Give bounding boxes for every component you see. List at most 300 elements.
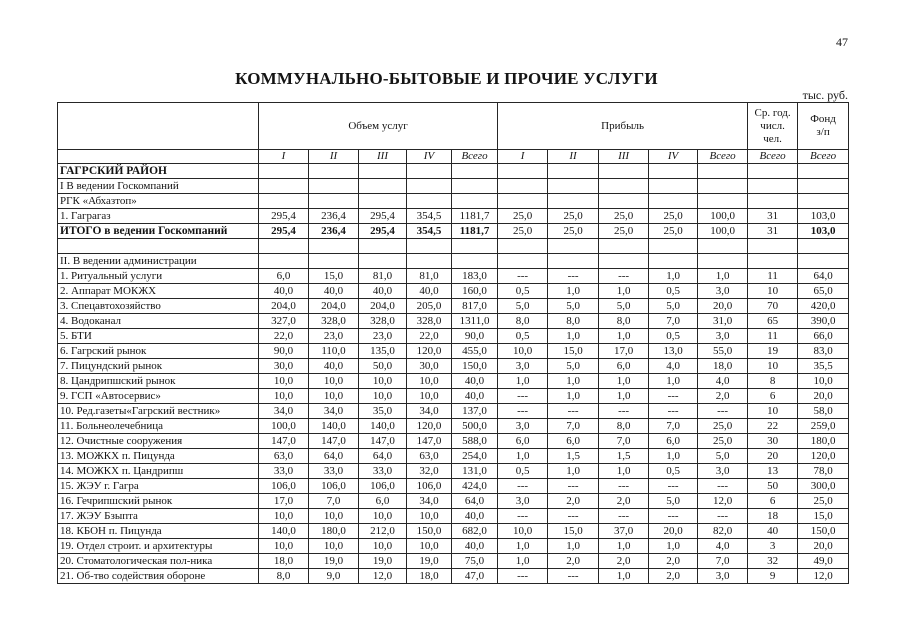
table-cell: 8,0 bbox=[259, 569, 309, 584]
table-cell: 137,0 bbox=[452, 404, 498, 419]
table-cell: 40 bbox=[748, 524, 798, 539]
table-cell bbox=[359, 179, 407, 194]
table-cell: 3,0 bbox=[498, 359, 548, 374]
table-cell: 135,0 bbox=[359, 344, 407, 359]
table-cell: 10,0 bbox=[359, 539, 407, 554]
table-cell: 25,0 bbox=[498, 209, 548, 224]
table-cell: 420,0 bbox=[798, 299, 849, 314]
table-cell: 1,0 bbox=[649, 539, 698, 554]
row-label: 11. Больнеолечебница bbox=[58, 419, 259, 434]
table-cell: 328,0 bbox=[359, 314, 407, 329]
table-cell bbox=[498, 254, 548, 269]
table-body bbox=[58, 164, 849, 584]
table-cell: 1,0 bbox=[498, 449, 548, 464]
table-row bbox=[58, 254, 849, 269]
table-cell: 205,0 bbox=[407, 299, 452, 314]
table-cell bbox=[309, 164, 359, 179]
table-cell: 50,0 bbox=[359, 359, 407, 374]
table-cell bbox=[748, 239, 798, 254]
table-cell bbox=[798, 239, 849, 254]
table-cell: 40,0 bbox=[359, 284, 407, 299]
table-row bbox=[58, 569, 849, 584]
table-cell: 35,5 bbox=[798, 359, 849, 374]
table-cell: 10,0 bbox=[359, 389, 407, 404]
table-cell: 106,0 bbox=[259, 479, 309, 494]
table-cell: 106,0 bbox=[309, 479, 359, 494]
row-label: 20. Стоматологическая пол-ника bbox=[58, 554, 259, 569]
table-cell: --- bbox=[698, 479, 748, 494]
table-cell: 40,0 bbox=[452, 374, 498, 389]
table-cell: 7,0 bbox=[309, 494, 359, 509]
subheader-cell: IV bbox=[407, 150, 452, 164]
table-cell bbox=[748, 179, 798, 194]
subheader-cell: III bbox=[599, 150, 649, 164]
table-row bbox=[58, 524, 849, 539]
table-cell: 455,0 bbox=[452, 344, 498, 359]
table-row bbox=[58, 299, 849, 314]
table-cell: 15,0 bbox=[309, 269, 359, 284]
table-cell: 1,0 bbox=[599, 569, 649, 584]
table-cell bbox=[649, 239, 698, 254]
table-cell: 22,0 bbox=[407, 329, 452, 344]
table-cell: 63,0 bbox=[259, 449, 309, 464]
subheader-cell: Всего bbox=[798, 150, 849, 164]
table-cell: --- bbox=[599, 404, 649, 419]
table-cell bbox=[452, 179, 498, 194]
table-cell: 6,0 bbox=[548, 434, 599, 449]
table-cell: 100,0 bbox=[698, 209, 748, 224]
table-cell: 13 bbox=[748, 464, 798, 479]
table-cell: --- bbox=[498, 389, 548, 404]
table-cell: 34,0 bbox=[407, 494, 452, 509]
row-label: 1. Ритуальный услуги bbox=[58, 269, 259, 284]
table-cell: 75,0 bbox=[452, 554, 498, 569]
table-cell: 23,0 bbox=[359, 329, 407, 344]
table-cell: 682,0 bbox=[452, 524, 498, 539]
row-label: 14. МОЖКХ п. Цандрипш bbox=[58, 464, 259, 479]
table-cell: 25,0 bbox=[698, 419, 748, 434]
table-cell: --- bbox=[599, 479, 649, 494]
label-column-header bbox=[58, 103, 259, 150]
table-cell: 180,0 bbox=[798, 434, 849, 449]
table-cell bbox=[798, 254, 849, 269]
row-label: РГК «Абхазтоп» bbox=[58, 194, 259, 209]
table-cell: --- bbox=[599, 269, 649, 284]
table-cell: 424,0 bbox=[452, 479, 498, 494]
table-cell: 9,0 bbox=[309, 569, 359, 584]
table-cell: 212,0 bbox=[359, 524, 407, 539]
table-cell: --- bbox=[498, 569, 548, 584]
table-cell: 47,0 bbox=[452, 569, 498, 584]
subheader-cell: II bbox=[548, 150, 599, 164]
table-cell bbox=[548, 239, 599, 254]
table-cell: 64,0 bbox=[309, 449, 359, 464]
row-label: 17. ЖЭУ Бзыпта bbox=[58, 509, 259, 524]
table-cell: 10,0 bbox=[309, 374, 359, 389]
row-label: ГАГРСКИЙ РАЙОН bbox=[58, 164, 259, 179]
table-cell: 390,0 bbox=[798, 314, 849, 329]
table-cell: 23,0 bbox=[309, 329, 359, 344]
table-cell bbox=[649, 254, 698, 269]
table-cell: 4,0 bbox=[698, 374, 748, 389]
table-cell: 10 bbox=[748, 284, 798, 299]
table-cell: 20,0 bbox=[698, 299, 748, 314]
table-cell: 106,0 bbox=[359, 479, 407, 494]
table-cell: 1,0 bbox=[599, 374, 649, 389]
table-cell: 120,0 bbox=[407, 344, 452, 359]
table-cell: 8,0 bbox=[599, 419, 649, 434]
table-cell: 20 bbox=[748, 449, 798, 464]
table-row bbox=[58, 404, 849, 419]
table-cell bbox=[452, 164, 498, 179]
table-cell: --- bbox=[498, 269, 548, 284]
table-cell: 180,0 bbox=[309, 524, 359, 539]
row-label: 10. Ред.газеты«Гагрский вестник» bbox=[58, 404, 259, 419]
table-cell bbox=[359, 194, 407, 209]
table-cell: 34,0 bbox=[407, 404, 452, 419]
row-label: 19. Отдел строит. и архитектуры bbox=[58, 539, 259, 554]
table-cell: 19,0 bbox=[359, 554, 407, 569]
table-cell: 10 bbox=[748, 359, 798, 374]
table-cell: 10,0 bbox=[359, 374, 407, 389]
table-row bbox=[58, 179, 849, 194]
table-cell: 35,0 bbox=[359, 404, 407, 419]
table-cell: 64,0 bbox=[359, 449, 407, 464]
table-cell bbox=[498, 179, 548, 194]
table-cell: 295,4 bbox=[259, 209, 309, 224]
table-cell: --- bbox=[698, 404, 748, 419]
table-cell: 10 bbox=[748, 404, 798, 419]
table-row bbox=[58, 314, 849, 329]
table-cell: 10,0 bbox=[259, 374, 309, 389]
table-cell bbox=[309, 254, 359, 269]
table-cell: 1,0 bbox=[599, 539, 649, 554]
table-cell: 1,0 bbox=[698, 269, 748, 284]
table-cell bbox=[748, 164, 798, 179]
row-label: 13. МОЖКХ п. Пицунда bbox=[58, 449, 259, 464]
table-cell bbox=[452, 254, 498, 269]
table-cell bbox=[259, 179, 309, 194]
table-cell bbox=[748, 254, 798, 269]
table-cell: 10,0 bbox=[259, 539, 309, 554]
subheader-cell: I bbox=[259, 150, 309, 164]
table-cell: 4,0 bbox=[649, 359, 698, 374]
table-header bbox=[58, 103, 849, 164]
table-cell: 6,0 bbox=[259, 269, 309, 284]
table-cell: 66,0 bbox=[798, 329, 849, 344]
table-cell: 1,0 bbox=[548, 464, 599, 479]
table-cell: 1,0 bbox=[599, 389, 649, 404]
table-cell bbox=[452, 239, 498, 254]
table-cell: 1,0 bbox=[498, 554, 548, 569]
table-cell: 65,0 bbox=[798, 284, 849, 299]
table-cell: 5,0 bbox=[698, 449, 748, 464]
table-cell: 6,0 bbox=[498, 434, 548, 449]
table-cell: 1181,7 bbox=[452, 209, 498, 224]
table-cell: 30 bbox=[748, 434, 798, 449]
table-cell: 1,0 bbox=[548, 539, 599, 554]
table-cell: 1,0 bbox=[649, 269, 698, 284]
header-row-periods bbox=[58, 150, 849, 164]
table-cell: 1,0 bbox=[498, 374, 548, 389]
table-cell bbox=[309, 194, 359, 209]
table-cell: 78,0 bbox=[798, 464, 849, 479]
table-cell: 49,0 bbox=[798, 554, 849, 569]
table-cell: 0,5 bbox=[498, 284, 548, 299]
table-cell: 5,0 bbox=[649, 299, 698, 314]
table-cell: 103,0 bbox=[798, 224, 849, 239]
table-cell: 140,0 bbox=[359, 419, 407, 434]
table-cell: 2,0 bbox=[649, 569, 698, 584]
volume-group-header: Объем услуг bbox=[259, 103, 498, 150]
subheader-cell: Всего bbox=[698, 150, 748, 164]
table-cell: 19,0 bbox=[309, 554, 359, 569]
table-cell bbox=[359, 239, 407, 254]
table-cell: 34,0 bbox=[259, 404, 309, 419]
table-cell bbox=[309, 179, 359, 194]
row-label: 21. Об-тво содействия обороне bbox=[58, 569, 259, 584]
table-cell: 18,0 bbox=[259, 554, 309, 569]
table-cell bbox=[698, 179, 748, 194]
table-cell: 1,0 bbox=[548, 374, 599, 389]
table-cell bbox=[259, 239, 309, 254]
table-cell: 7,0 bbox=[649, 419, 698, 434]
table-cell: 295,4 bbox=[359, 209, 407, 224]
table-cell: 147,0 bbox=[259, 434, 309, 449]
table-cell bbox=[798, 164, 849, 179]
table-cell bbox=[599, 164, 649, 179]
table-cell: 204,0 bbox=[259, 299, 309, 314]
table-cell bbox=[599, 194, 649, 209]
table-cell: 63,0 bbox=[407, 449, 452, 464]
table-cell bbox=[407, 254, 452, 269]
table-cell: 30,0 bbox=[259, 359, 309, 374]
table-cell: 40,0 bbox=[259, 284, 309, 299]
table-cell: 110,0 bbox=[309, 344, 359, 359]
row-label bbox=[58, 239, 259, 254]
row-label: 16. Гечрипшский рынок bbox=[58, 494, 259, 509]
table-cell: 1,0 bbox=[548, 284, 599, 299]
table-cell: 40,0 bbox=[309, 359, 359, 374]
table-cell: 22 bbox=[748, 419, 798, 434]
table-cell: 259,0 bbox=[798, 419, 849, 434]
table-cell: 10,0 bbox=[359, 509, 407, 524]
table-cell: 25,0 bbox=[548, 224, 599, 239]
table-cell: 3,0 bbox=[498, 494, 548, 509]
table-cell: 31,0 bbox=[698, 314, 748, 329]
table-cell: 7,0 bbox=[599, 434, 649, 449]
table-cell: 8,0 bbox=[599, 314, 649, 329]
table-cell bbox=[359, 254, 407, 269]
table-row bbox=[58, 239, 849, 254]
table-cell: 25,0 bbox=[798, 494, 849, 509]
table-cell bbox=[498, 194, 548, 209]
table-cell: --- bbox=[599, 509, 649, 524]
table-cell: --- bbox=[649, 404, 698, 419]
table-cell: 8,0 bbox=[548, 314, 599, 329]
table-cell: 6,0 bbox=[649, 434, 698, 449]
table-cell bbox=[259, 254, 309, 269]
table-cell: 8 bbox=[748, 374, 798, 389]
table-cell bbox=[748, 194, 798, 209]
table-cell: --- bbox=[649, 479, 698, 494]
table-cell: 500,0 bbox=[452, 419, 498, 434]
table-cell: 10,0 bbox=[407, 389, 452, 404]
table-cell: 83,0 bbox=[798, 344, 849, 359]
row-label: 9. ГСП «Автосервис» bbox=[58, 389, 259, 404]
row-label: 3. Спецавтохозяйство bbox=[58, 299, 259, 314]
table-cell: 32,0 bbox=[407, 464, 452, 479]
table-row bbox=[58, 389, 849, 404]
table-cell: 40,0 bbox=[452, 509, 498, 524]
table-cell: 354,5 bbox=[407, 224, 452, 239]
table-cell: 34,0 bbox=[309, 404, 359, 419]
table-cell: 2,0 bbox=[599, 494, 649, 509]
table-row bbox=[58, 194, 849, 209]
table-cell: 328,0 bbox=[309, 314, 359, 329]
table-cell bbox=[452, 194, 498, 209]
row-label: ИТОГО в ведении Госкомпаний bbox=[58, 224, 259, 239]
table-cell: 10,0 bbox=[798, 374, 849, 389]
table-cell: 70 bbox=[748, 299, 798, 314]
table-cell: --- bbox=[498, 404, 548, 419]
table-cell: 18,0 bbox=[407, 569, 452, 584]
table-cell: 2,0 bbox=[698, 389, 748, 404]
table-cell bbox=[798, 194, 849, 209]
table-cell: 37,0 bbox=[599, 524, 649, 539]
table-cell: 33,0 bbox=[259, 464, 309, 479]
table-cell: --- bbox=[548, 509, 599, 524]
table-cell: 106,0 bbox=[407, 479, 452, 494]
table-cell: 236,4 bbox=[309, 224, 359, 239]
table-cell bbox=[649, 194, 698, 209]
table-cell: 817,0 bbox=[452, 299, 498, 314]
subheader-cell: Всего bbox=[748, 150, 798, 164]
table-cell: 9 bbox=[748, 569, 798, 584]
table-cell bbox=[698, 164, 748, 179]
subheader-cell: IV bbox=[649, 150, 698, 164]
table-cell: 22,0 bbox=[259, 329, 309, 344]
table-row bbox=[58, 269, 849, 284]
table-row bbox=[58, 329, 849, 344]
table-cell bbox=[649, 179, 698, 194]
table-cell bbox=[599, 179, 649, 194]
table-cell: 20,0 bbox=[798, 389, 849, 404]
table-cell: 5,0 bbox=[548, 299, 599, 314]
table-cell bbox=[599, 239, 649, 254]
table-cell bbox=[259, 164, 309, 179]
table-cell: 254,0 bbox=[452, 449, 498, 464]
table-cell: 10,0 bbox=[259, 389, 309, 404]
table-cell: 295,4 bbox=[259, 224, 309, 239]
table-cell: 18,0 bbox=[698, 359, 748, 374]
table-cell: 120,0 bbox=[798, 449, 849, 464]
table-cell: 12,0 bbox=[798, 569, 849, 584]
table-cell bbox=[359, 164, 407, 179]
subheader-cell: I bbox=[498, 150, 548, 164]
table-cell: 12,0 bbox=[359, 569, 407, 584]
table-cell: 1,5 bbox=[599, 449, 649, 464]
table-cell: 328,0 bbox=[407, 314, 452, 329]
table-cell: 5,0 bbox=[498, 299, 548, 314]
table-cell: 10,0 bbox=[407, 539, 452, 554]
table-cell: 236,4 bbox=[309, 209, 359, 224]
table-cell: 6,0 bbox=[599, 359, 649, 374]
table-cell: 3,0 bbox=[698, 284, 748, 299]
table-cell: 1181,7 bbox=[452, 224, 498, 239]
table-cell: 140,0 bbox=[309, 419, 359, 434]
table-cell bbox=[798, 179, 849, 194]
table-cell: 32 bbox=[748, 554, 798, 569]
table-cell: 17,0 bbox=[599, 344, 649, 359]
table-cell: 2,0 bbox=[649, 554, 698, 569]
table-row bbox=[58, 284, 849, 299]
table-cell: 19 bbox=[748, 344, 798, 359]
table-cell: 10,0 bbox=[498, 524, 548, 539]
table-row bbox=[58, 374, 849, 389]
table-cell: 0,5 bbox=[649, 329, 698, 344]
table-cell: 204,0 bbox=[359, 299, 407, 314]
table-row bbox=[58, 464, 849, 479]
table-cell: 4,0 bbox=[698, 539, 748, 554]
table-cell: 25,0 bbox=[599, 224, 649, 239]
table-cell: 0,5 bbox=[649, 464, 698, 479]
table-cell: 1,5 bbox=[548, 449, 599, 464]
table-cell bbox=[649, 164, 698, 179]
table-cell: 20,0 bbox=[649, 524, 698, 539]
table-cell: 90,0 bbox=[259, 344, 309, 359]
subheader-cell: Всего bbox=[452, 150, 498, 164]
table-row bbox=[58, 539, 849, 554]
table-cell: 6 bbox=[748, 494, 798, 509]
table-cell: 6,0 bbox=[359, 494, 407, 509]
table-cell: 10,0 bbox=[309, 509, 359, 524]
table-cell: 120,0 bbox=[407, 419, 452, 434]
table-cell: 354,5 bbox=[407, 209, 452, 224]
table-row bbox=[58, 554, 849, 569]
table-cell: 19,0 bbox=[407, 554, 452, 569]
table-cell: 1,0 bbox=[649, 449, 698, 464]
table-cell: 588,0 bbox=[452, 434, 498, 449]
table-cell: 2,0 bbox=[548, 494, 599, 509]
table-cell: 3 bbox=[748, 539, 798, 554]
subheader-cell: III bbox=[359, 150, 407, 164]
table-cell bbox=[309, 239, 359, 254]
table-cell bbox=[407, 164, 452, 179]
table-cell: 327,0 bbox=[259, 314, 309, 329]
table-cell: 150,0 bbox=[407, 524, 452, 539]
row-label: 6. Гагрский рынок bbox=[58, 344, 259, 359]
table-row bbox=[58, 209, 849, 224]
table-cell: 33,0 bbox=[359, 464, 407, 479]
table-cell: 300,0 bbox=[798, 479, 849, 494]
table-cell: 25,0 bbox=[649, 209, 698, 224]
table-cell bbox=[407, 239, 452, 254]
row-label: 5. БТИ bbox=[58, 329, 259, 344]
table-cell: --- bbox=[498, 509, 548, 524]
table-cell: 33,0 bbox=[309, 464, 359, 479]
table-cell: 10,0 bbox=[407, 509, 452, 524]
table-cell: 183,0 bbox=[452, 269, 498, 284]
row-label: 15. ЖЭУ г. Гагра bbox=[58, 479, 259, 494]
table-cell: 40,0 bbox=[309, 284, 359, 299]
table-cell: 6 bbox=[748, 389, 798, 404]
table-cell: 10,0 bbox=[498, 344, 548, 359]
table-cell: 30,0 bbox=[407, 359, 452, 374]
table-cell: 5,0 bbox=[599, 299, 649, 314]
table-cell: 55,0 bbox=[698, 344, 748, 359]
table-row bbox=[58, 164, 849, 179]
